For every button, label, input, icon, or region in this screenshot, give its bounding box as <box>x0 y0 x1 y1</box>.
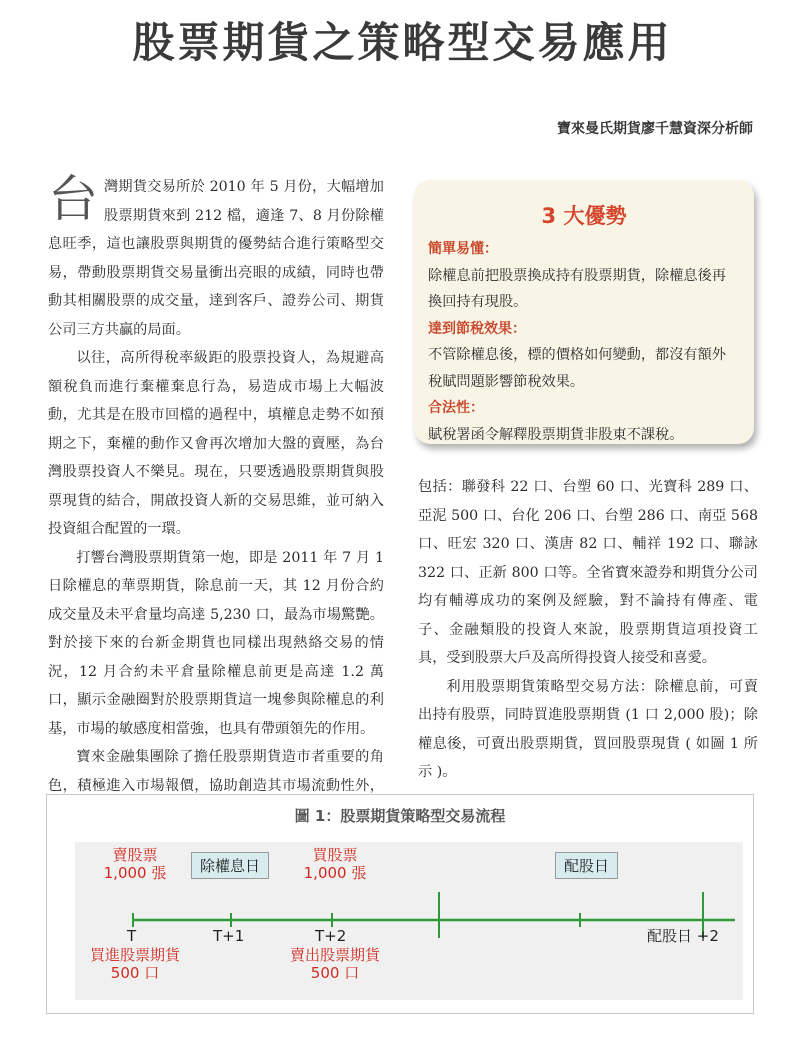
buy-stock-label: 買股票 1,000 張 <box>303 846 367 882</box>
buy-futures-label: 買進股票期貨 500 口 <box>89 946 180 982</box>
article-left-column <box>48 170 384 829</box>
advantage-text: 除權息前把股票換成持有股票期貨，除權息後再換回持有現股。 <box>428 267 726 310</box>
tick-label-t1: T+1 <box>213 927 245 945</box>
article-paragraph: 包括：聯發科 22 口、台塑 60 口、光寶科 289 口、亞泥 500 口、台化 206 口、台塑 286 口、南亞 568 口、旺宏 320 口、漢唐 82 口、輔祥 192 口、聯詠 322 口、正新 800 口等。全省寶來證券和期貨分公司均有輔導成功的案例及經驗，對不論持有傳產、電子、金融類股的投資人來說，股票期貨這項投資工具，受到股票大戶及高所得投資人接受和喜愛。 <box>418 479 758 666</box>
drop-cap: 台 <box>48 170 98 228</box>
advantage-heading: 合法性： <box>428 400 484 416</box>
advantage-heading: 簡單易懂： <box>428 241 498 257</box>
figure-1 <box>46 794 754 1014</box>
advantage-heading: 達到節稅效果： <box>428 320 526 337</box>
figure-panel <box>75 842 743 1000</box>
sell-stock-label: 賣股票 1,000 張 <box>103 846 167 882</box>
advantage-text: 賦稅署函令解釋股票期貨非股東不課稅。 <box>428 426 684 443</box>
advantages-callout <box>414 180 754 444</box>
article-paragraph: 台灣期貨交易所於 2010 年 5 月份，大幅增加股票期貨來到 212 檔，適逢 7、8 月份除權息旺季，這也讓股票與期貨的優勢結合進行策略型交易，帶動股票期貨交易量衝出亮眼的成績，同時也帶動其相關股票的成交量，達到客戶、證券公司、期貨公司三方共贏的局面。 <box>48 170 384 338</box>
page-title: 股票期貨之策略型交易應用 <box>132 18 673 67</box>
tick-label-t: T <box>127 927 137 945</box>
allotment-box: 配股日 <box>555 852 618 879</box>
author-byline: 寶來曼氏期貨廖千慧資深分析師 <box>557 121 753 137</box>
tick-label-allot: 配股日 +2 <box>647 927 719 945</box>
article-paragraph: 寶來金融集團除了擔任股票期貨造市者重要的角色，積極進入市場報價，協助創造其市場流動性外， <box>48 749 384 794</box>
advantage-text: 不管除權息後，標的價格如何變動，都沒有額外稅賦問題影響節稅效果。 <box>428 347 726 390</box>
article-paragraph: 以往，高所得稅率級距的股票投資人，為規避高額稅負而進行棄權棄息行為，易造成市場上大幅波動，尤其是在股市回檔的過程中，填權息走勢不如預期之下，棄權的動作又會再次增加大盤的賣壓，為台灣股票投資人不樂見。現在，只要透過股票期貨與股票現貨的結合，開啟投資人新的交易思維，並可納入投資組合配置的一環。 <box>48 350 384 537</box>
article-paragraph: 打響台灣股票期貨第一炮，即是 2011 年 7 月 1 日除權息的華票期貨，除息前一天，其 12 月份合約成交量及未平倉量均高達 5,230 口，最為市場驚艷。對於接下來的台新金期貨也同樣出現熱絡交易的情況，12 月合約未平倉量除權息前更是高達 1.2 萬口，顯示金融圈對於股票期貨這一塊參與除權息的利基，市場的敏感度相當強，也具有帶頭領先的作用。 <box>48 549 384 737</box>
sell-futures-label: 賣出股票期貨 500 口 <box>289 946 380 982</box>
ex-dividend-box: 除權息日 <box>191 852 269 879</box>
figure-title: 圖 1：股票期貨策略型交易流程 <box>294 807 506 825</box>
tick-label-t2: T+2 <box>315 927 347 945</box>
article-right-column <box>418 473 758 787</box>
callout-title: 3 大優勢 <box>541 204 627 228</box>
article-paragraph: 利用股票期貨策略型交易方法：除權息前，可賣出持有股票，同時買進股票期貨 (1 口 2,000 股)；除權息後，可賣出股票期貨，買回股票現貨 ( 如圖 1 所示 )。 <box>418 678 758 780</box>
